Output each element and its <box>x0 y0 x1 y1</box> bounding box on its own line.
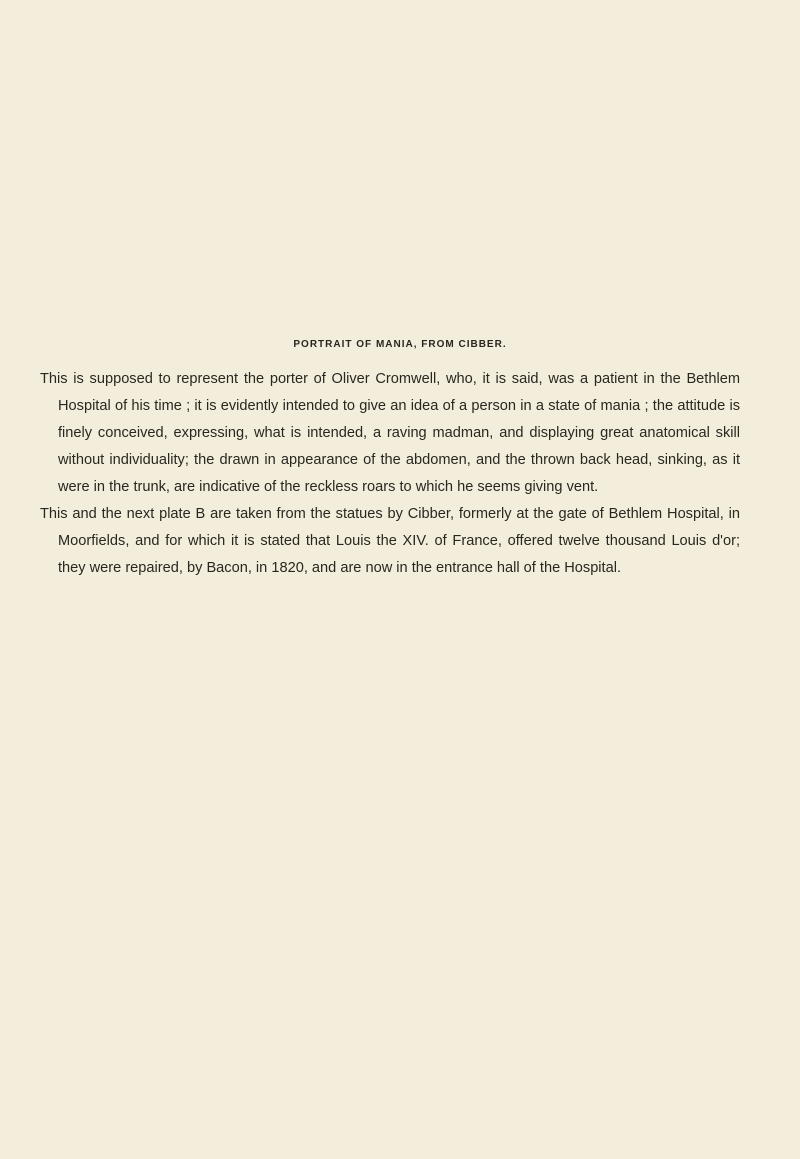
plate-caption: PORTRAIT OF MANIA, FROM CIBBER. <box>293 339 507 350</box>
paragraph-description: This is supposed to represent the porter of Oliver Cromwell, who, it is said, was a patient in the Bethlem Hospital of his time ; it is evidently intended to give an idea of a person in a state of mania ; the attitude is finely conceived, expressing, what is intended, a raving madman, and displaying great anatomical skill without individuality; the drawn in appearance of the abdomen, and the thrown back head, sinking, as it were in the trunk, are indicative of the reckless roars to which he seems giving vent. <box>40 371 740 495</box>
body-text <box>40 366 740 582</box>
paragraph-provenance: This and the next plate B are taken from the statues by Cibber, formerly at the gate of Bethlem Hospital, in Moorfields, and for which it is stated that Louis the XIV. of France, offered twelve thousand Louis d'or; they were repaired, by Bacon, in 1820, and are now in the entrance hall of the Hospital. <box>40 506 740 576</box>
